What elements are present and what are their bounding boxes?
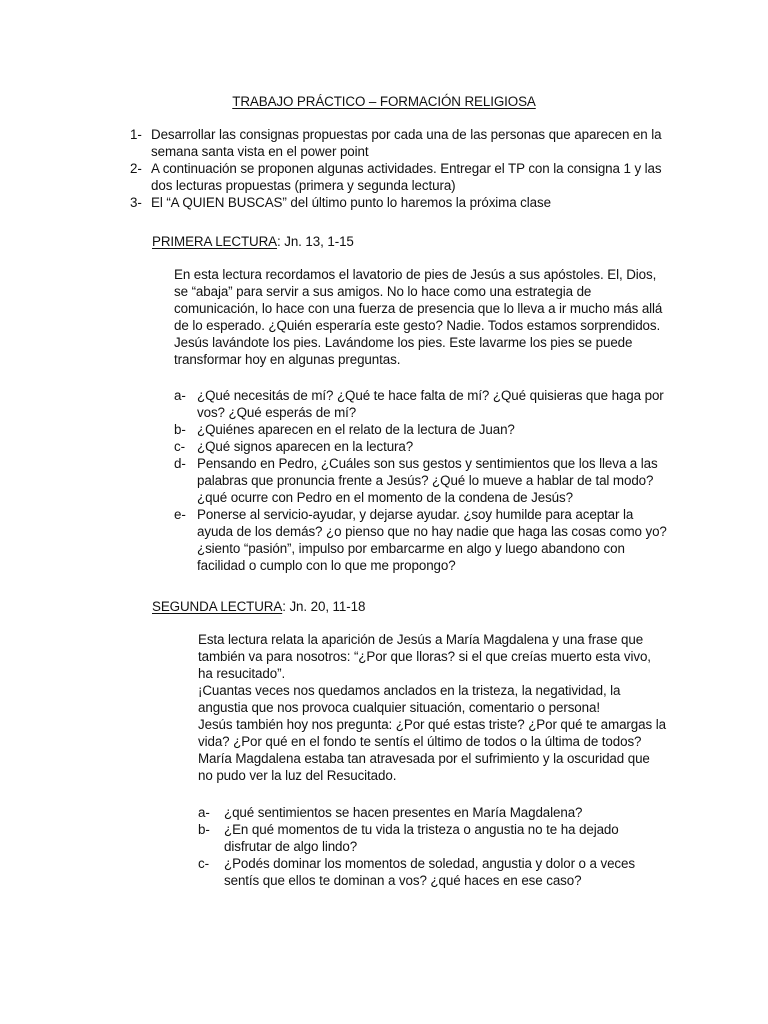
- question-marker: d-: [174, 456, 186, 471]
- instruction-item: [124, 194, 664, 211]
- instruction-text: El “A QUIEN BUSCAS” del último punto lo haremos la próxima clase: [151, 195, 551, 210]
- instruction-number: 2-: [130, 161, 142, 176]
- reading2-reference: : Jn. 20, 11-18: [282, 599, 366, 614]
- question-text: ¿Qué necesitás de mí? ¿Qué te hace falta de mí? ¿Qué quisieras que haga por vos? ¿Qué esperás de mí?: [197, 388, 664, 420]
- question-item: [174, 421, 668, 438]
- question-item: [174, 438, 668, 455]
- question-item: [198, 804, 668, 821]
- question-item: [174, 455, 668, 506]
- question-text: ¿Podés dominar los momentos de soledad, angustia y dolor o a veces sentís que ellos te dominan a vos? ¿qué haces en ese caso?: [224, 856, 635, 888]
- instruction-number: 3-: [130, 195, 142, 210]
- question-text: Pensando en Pedro, ¿Cuáles son sus gestos y sentimientos que los lleva a las palabras que pronuncia frente a Jesús? ¿Qué lo mueve a hablar de tal modo? ¿qué ocurre con Pedro en el momento de la condena de Jesús?: [197, 456, 658, 505]
- question-marker: b-: [198, 822, 210, 837]
- question-item: [198, 855, 668, 889]
- reading2-paragraph-line: Esta lectura relata la aparición de Jesús a María Magdalena y una frase que también va para nosotros: “¿Por que lloras? si el que creías muerto esta vivo, ha resucitado”.: [198, 632, 651, 681]
- instruction-item: [124, 126, 664, 160]
- question-text: Ponerse al servicio-ayudar, y dejarse ayudar. ¿soy humilde para aceptar la ayuda de los demás? ¿o pienso que no hay nadie que haga las cosas como yo? ¿siento “pasión”, impulso por embarcarme en algo y luego abandono con facilidad o cumplo con lo que me propongo?: [197, 507, 667, 573]
- reading1-questions: [174, 387, 668, 574]
- instruction-text: Desarrollar las consignas propuestas por cada una de las personas que aparecen en la semana santa vista en el power point: [151, 127, 662, 159]
- reading2-heading: [152, 598, 365, 615]
- reading2-paragraph-line: ¡Cuantas veces nos quedamos anclados en la tristeza, la negatividad, la angustia que nos provoca cualquier situación, comentario o persona!: [198, 683, 621, 715]
- question-text: ¿qué sentimientos se hacen presentes en María Magdalena?: [224, 805, 583, 820]
- reading1-paragraph: En esta lectura recordamos el lavatorio de pies de Jesús a sus apóstoles. El, Dios, se “abaja” para servir a sus amigos. No lo hace como una estrategia de comunicación, lo hace con una fuerza de presencia que lo lleva a ir mucho más allá de lo esperado. ¿Quién esperaría este gesto? Nadie. Todos estamos sorprendidos. Jesús lavándote los pies. Lavándome los pies. Este lavarme los pies se puede transformar hoy en algunas preguntas.: [174, 267, 663, 367]
- question-marker: c-: [198, 856, 209, 871]
- question-text: ¿En qué momentos de tu vida la tristeza o angustia no te ha dejado disfrutar de algo lindo?: [224, 822, 619, 854]
- reading2-paragraph-line: Jesús también hoy nos pregunta: ¿Por qué estas triste? ¿Por qué te amargas la vida? ¿Por qué en el fondo te sentís el último de todos o la última de todos? María Magdalena estaba tan atravesada por el sufrimiento y la oscuridad que no pudo ver la luz del Resucitado.: [198, 717, 666, 783]
- reading2-questions: [198, 804, 668, 889]
- instructions-list: [124, 126, 664, 211]
- question-marker: a-: [198, 805, 210, 820]
- instruction-number: 1-: [130, 127, 142, 142]
- question-marker: b-: [174, 422, 186, 437]
- question-item: [174, 387, 668, 421]
- question-marker: a-: [174, 388, 186, 403]
- instruction-text: A continuación se proponen algunas actividades. Entregar el TP con la consigna 1 y las dos lecturas propuestas (primera y segunda lectura): [151, 161, 662, 193]
- reading1-heading: [152, 233, 354, 250]
- question-marker: e-: [174, 507, 186, 522]
- reading1-reference: : Jn. 13, 1-15: [277, 234, 354, 249]
- question-text: ¿Qué signos aparecen en la lectura?: [197, 439, 414, 454]
- document-title: TRABAJO PRÁCTICO – FORMACIÓN RELIGIOSA: [232, 94, 536, 109]
- instruction-item: [124, 160, 664, 194]
- question-marker: c-: [174, 439, 185, 454]
- question-item: [174, 506, 668, 574]
- reading2-label: SEGUNDA LECTURA: [152, 599, 283, 614]
- question-item: [198, 821, 668, 855]
- question-text: ¿Quiénes aparecen en el relato de la lectura de Juan?: [197, 422, 515, 437]
- reading2-paragraph: [198, 631, 666, 784]
- reading1-label: PRIMERA LECTURA: [152, 234, 277, 249]
